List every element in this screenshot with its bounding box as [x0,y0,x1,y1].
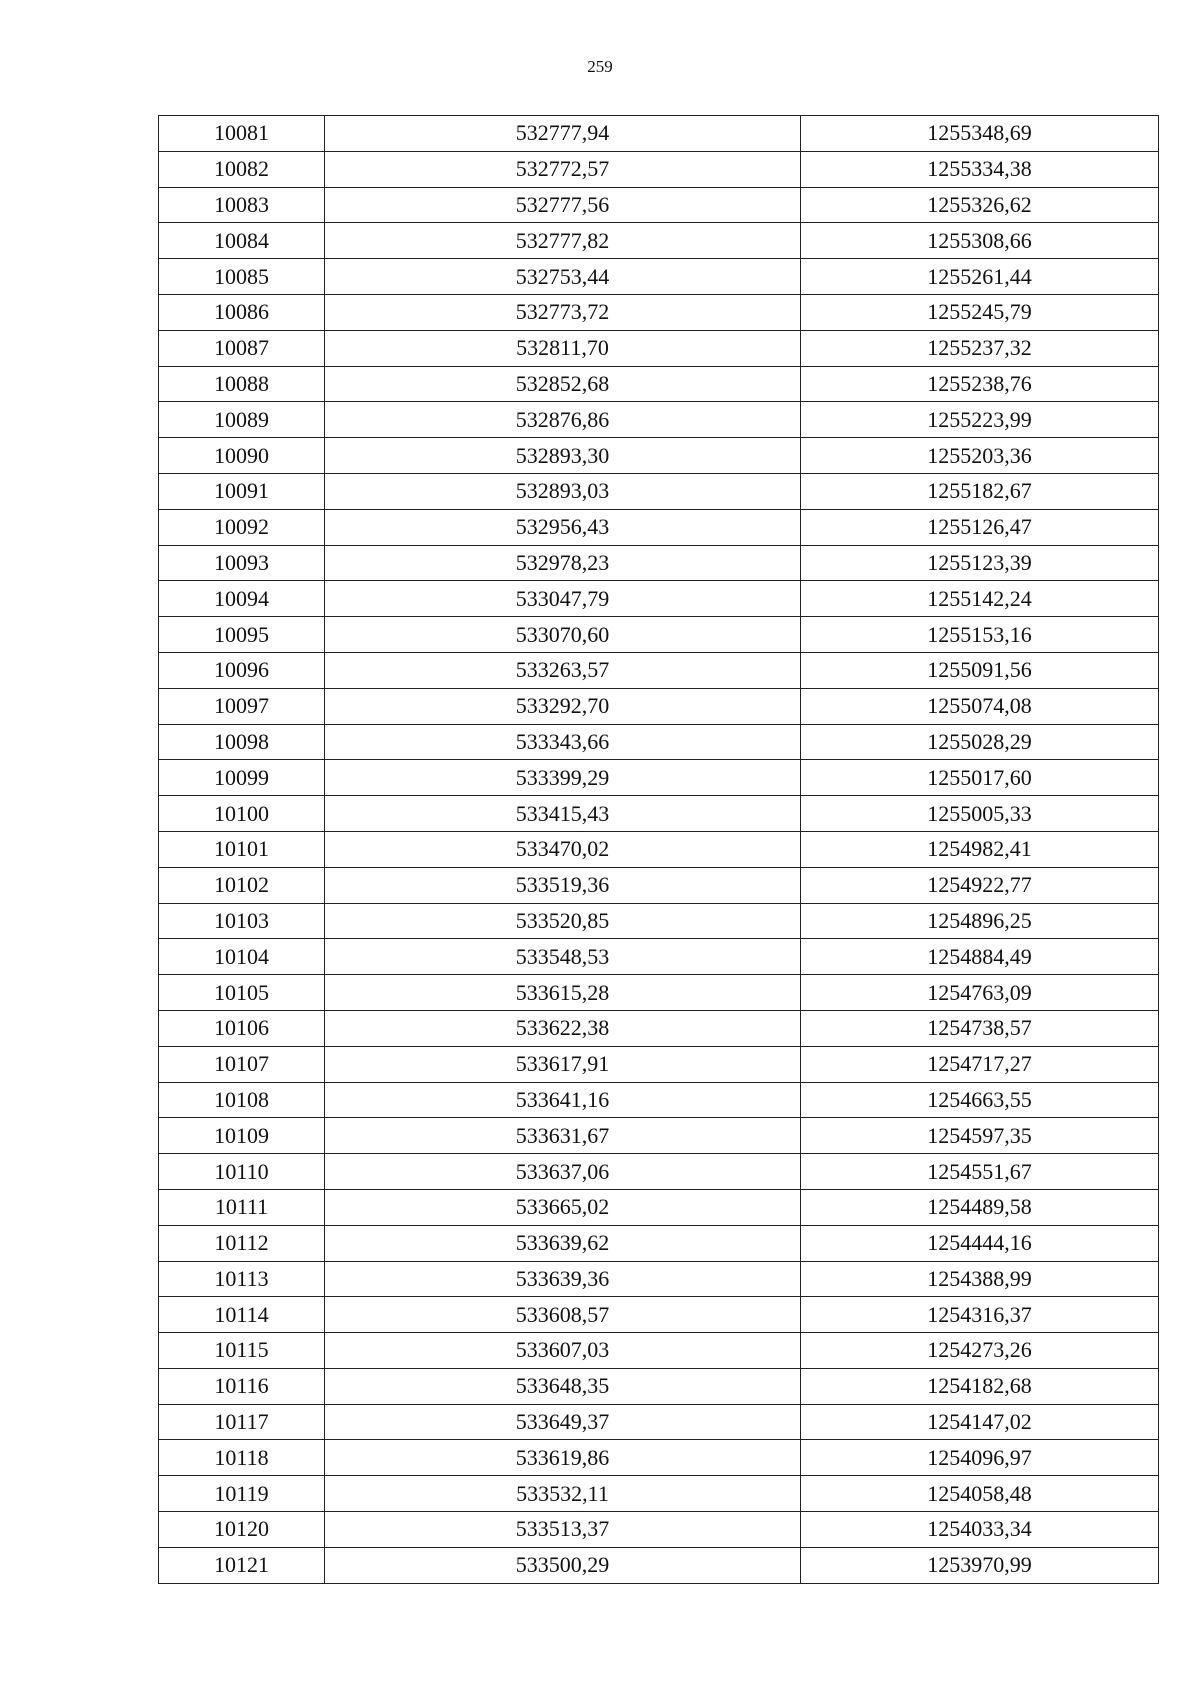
table-row [159,1476,1159,1512]
table-row [159,652,1159,688]
y-coordinate-cell: 1255203,36 [801,438,1159,474]
table-row [159,402,1159,438]
table-row [159,975,1159,1011]
point-number-cell: 10112 [159,1225,325,1261]
y-coordinate-cell: 1254058,48 [801,1476,1159,1512]
y-coordinate-cell: 1255348,69 [801,116,1159,152]
point-number-cell: 10086 [159,294,325,330]
table-row [159,259,1159,295]
x-coordinate-cell: 533631,67 [325,1118,801,1154]
point-number-cell: 10114 [159,1297,325,1333]
x-coordinate-cell: 532773,72 [325,294,801,330]
point-number-cell: 10087 [159,330,325,366]
x-coordinate-cell: 532876,86 [325,402,801,438]
x-coordinate-cell: 533548,53 [325,939,801,975]
x-coordinate-cell: 533047,79 [325,581,801,617]
table-row [159,760,1159,796]
x-coordinate-cell: 533519,36 [325,867,801,903]
table-row [159,939,1159,975]
point-number-cell: 10090 [159,438,325,474]
y-coordinate-cell: 1254597,35 [801,1118,1159,1154]
point-number-cell: 10111 [159,1189,325,1225]
table-row [159,796,1159,832]
x-coordinate-cell: 533415,43 [325,796,801,832]
y-coordinate-cell: 1255334,38 [801,151,1159,187]
x-coordinate-cell: 532978,23 [325,545,801,581]
y-coordinate-cell: 1255142,24 [801,581,1159,617]
y-coordinate-cell: 1254717,27 [801,1046,1159,1082]
table-row [159,1404,1159,1440]
y-coordinate-cell: 1255223,99 [801,402,1159,438]
y-coordinate-cell: 1255238,76 [801,366,1159,402]
table-row [159,473,1159,509]
y-coordinate-cell: 1254316,37 [801,1297,1159,1333]
table-row [159,1333,1159,1369]
point-number-cell: 10107 [159,1046,325,1082]
point-number-cell: 10105 [159,975,325,1011]
x-coordinate-cell: 532956,43 [325,509,801,545]
point-number-cell: 10121 [159,1547,325,1583]
y-coordinate-cell: 1254551,67 [801,1154,1159,1190]
y-coordinate-cell: 1254444,16 [801,1225,1159,1261]
x-coordinate-cell: 532777,82 [325,223,801,259]
y-coordinate-cell: 1254922,77 [801,867,1159,903]
point-number-cell: 10096 [159,652,325,688]
point-number-cell: 10088 [159,366,325,402]
y-coordinate-cell: 1255028,29 [801,724,1159,760]
point-number-cell: 10102 [159,867,325,903]
x-coordinate-cell: 533665,02 [325,1189,801,1225]
y-coordinate-cell: 1255123,39 [801,545,1159,581]
table-row [159,116,1159,152]
table-row [159,831,1159,867]
x-coordinate-cell: 532777,56 [325,187,801,223]
table-row [159,1261,1159,1297]
x-coordinate-cell: 533343,66 [325,724,801,760]
point-number-cell: 10119 [159,1476,325,1512]
point-number-cell: 10092 [159,509,325,545]
point-number-cell: 10106 [159,1010,325,1046]
table-row [159,509,1159,545]
point-number-cell: 10118 [159,1440,325,1476]
point-number-cell: 10089 [159,402,325,438]
y-coordinate-cell: 1254982,41 [801,831,1159,867]
x-coordinate-cell: 533637,06 [325,1154,801,1190]
y-coordinate-cell: 1255153,16 [801,617,1159,653]
y-coordinate-cell: 1255017,60 [801,760,1159,796]
point-number-cell: 10110 [159,1154,325,1190]
x-coordinate-cell: 532893,03 [325,473,801,509]
x-coordinate-cell: 533648,35 [325,1368,801,1404]
x-coordinate-cell: 533619,86 [325,1440,801,1476]
table-row [159,1225,1159,1261]
y-coordinate-cell: 1255261,44 [801,259,1159,295]
table-row [159,1440,1159,1476]
point-number-cell: 10081 [159,116,325,152]
table-row [159,1512,1159,1548]
table-row [159,1118,1159,1154]
table-row [159,1154,1159,1190]
point-number-cell: 10109 [159,1118,325,1154]
coordinates-table [158,115,1159,1584]
point-number-cell: 10084 [159,223,325,259]
y-coordinate-cell: 1254738,57 [801,1010,1159,1046]
x-coordinate-cell: 533649,37 [325,1404,801,1440]
table-row [159,151,1159,187]
x-coordinate-cell: 532811,70 [325,330,801,366]
y-coordinate-cell: 1255126,47 [801,509,1159,545]
coordinates-table-body [159,116,1159,1584]
x-coordinate-cell: 533520,85 [325,903,801,939]
point-number-cell: 10100 [159,796,325,832]
table-row [159,1082,1159,1118]
table-row [159,294,1159,330]
y-coordinate-cell: 1254489,58 [801,1189,1159,1225]
y-coordinate-cell: 1254273,26 [801,1333,1159,1369]
x-coordinate-cell: 533500,29 [325,1547,801,1583]
x-coordinate-cell: 532852,68 [325,366,801,402]
y-coordinate-cell: 1255308,66 [801,223,1159,259]
x-coordinate-cell: 533513,37 [325,1512,801,1548]
table-row [159,903,1159,939]
x-coordinate-cell: 532772,57 [325,151,801,187]
y-coordinate-cell: 1255074,08 [801,688,1159,724]
point-number-cell: 10116 [159,1368,325,1404]
table-row [159,581,1159,617]
point-number-cell: 10104 [159,939,325,975]
x-coordinate-cell: 533470,02 [325,831,801,867]
x-coordinate-cell: 533615,28 [325,975,801,1011]
point-number-cell: 10093 [159,545,325,581]
x-coordinate-cell: 533617,91 [325,1046,801,1082]
point-number-cell: 10085 [159,259,325,295]
table-row [159,688,1159,724]
point-number-cell: 10103 [159,903,325,939]
x-coordinate-cell: 533622,38 [325,1010,801,1046]
point-number-cell: 10099 [159,760,325,796]
point-number-cell: 10098 [159,724,325,760]
table-row [159,223,1159,259]
x-coordinate-cell: 533070,60 [325,617,801,653]
y-coordinate-cell: 1254663,55 [801,1082,1159,1118]
table-row [159,1010,1159,1046]
table-row [159,187,1159,223]
x-coordinate-cell: 532753,44 [325,259,801,295]
y-coordinate-cell: 1254096,97 [801,1440,1159,1476]
point-number-cell: 10095 [159,617,325,653]
table-row [159,1368,1159,1404]
y-coordinate-cell: 1254182,68 [801,1368,1159,1404]
x-coordinate-cell: 533607,03 [325,1333,801,1369]
table-row [159,1547,1159,1583]
table-row [159,1189,1159,1225]
y-coordinate-cell: 1254147,02 [801,1404,1159,1440]
point-number-cell: 10094 [159,581,325,617]
point-number-cell: 10108 [159,1082,325,1118]
x-coordinate-cell: 533608,57 [325,1297,801,1333]
point-number-cell: 10082 [159,151,325,187]
table-row [159,366,1159,402]
y-coordinate-cell: 1255326,62 [801,187,1159,223]
x-coordinate-cell: 532893,30 [325,438,801,474]
point-number-cell: 10117 [159,1404,325,1440]
table-row [159,545,1159,581]
point-number-cell: 10101 [159,831,325,867]
x-coordinate-cell: 533639,36 [325,1261,801,1297]
y-coordinate-cell: 1255245,79 [801,294,1159,330]
y-coordinate-cell: 1255237,32 [801,330,1159,366]
table-row [159,330,1159,366]
table-row [159,1046,1159,1082]
y-coordinate-cell: 1254388,99 [801,1261,1159,1297]
x-coordinate-cell: 533532,11 [325,1476,801,1512]
y-coordinate-cell: 1255005,33 [801,796,1159,832]
point-number-cell: 10113 [159,1261,325,1297]
page-number: 259 [587,57,613,76]
point-number-cell: 10097 [159,688,325,724]
x-coordinate-cell: 533639,62 [325,1225,801,1261]
x-coordinate-cell: 533292,70 [325,688,801,724]
table-row [159,438,1159,474]
point-number-cell: 10091 [159,473,325,509]
y-coordinate-cell: 1254884,49 [801,939,1159,975]
y-coordinate-cell: 1253970,99 [801,1547,1159,1583]
point-number-cell: 10115 [159,1333,325,1369]
x-coordinate-cell: 533263,57 [325,652,801,688]
x-coordinate-cell: 532777,94 [325,116,801,152]
table-row [159,1297,1159,1333]
x-coordinate-cell: 533399,29 [325,760,801,796]
x-coordinate-cell: 533641,16 [325,1082,801,1118]
y-coordinate-cell: 1254033,34 [801,1512,1159,1548]
table-row [159,867,1159,903]
y-coordinate-cell: 1255182,67 [801,473,1159,509]
table-row [159,724,1159,760]
point-number-cell: 10120 [159,1512,325,1548]
table-row [159,617,1159,653]
point-number-cell: 10083 [159,187,325,223]
y-coordinate-cell: 1254896,25 [801,903,1159,939]
y-coordinate-cell: 1254763,09 [801,975,1159,1011]
y-coordinate-cell: 1255091,56 [801,652,1159,688]
